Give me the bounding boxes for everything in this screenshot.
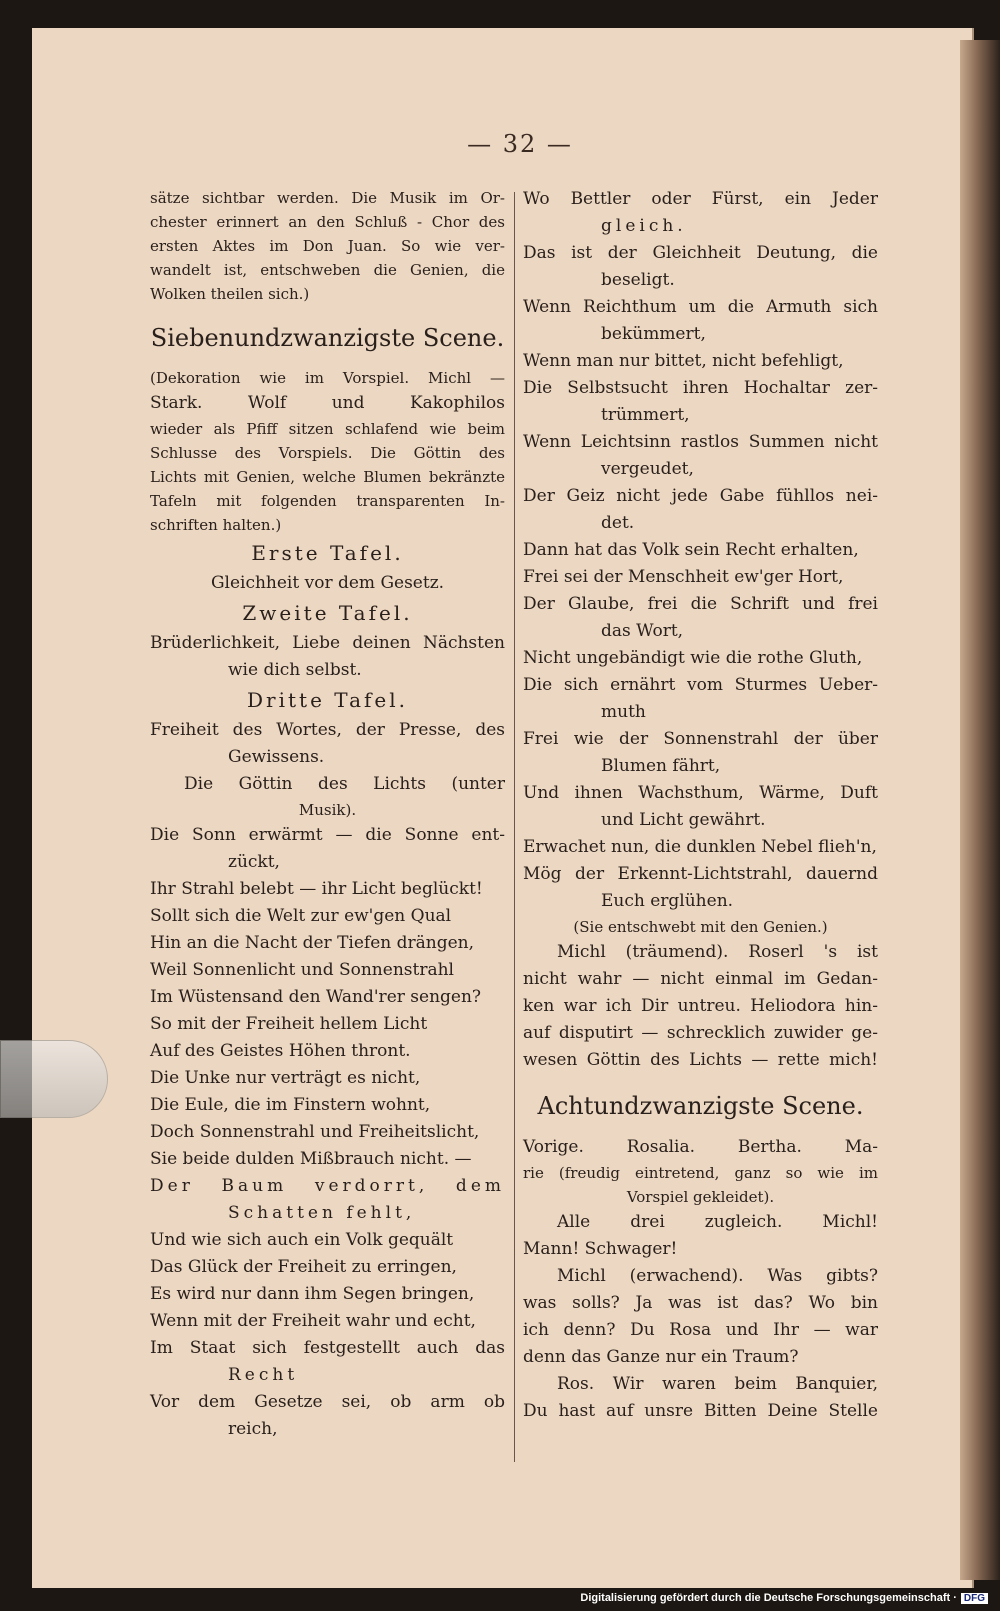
left-column-line: Vor dem Gesetze sei, ob arm ob bbox=[150, 1392, 505, 1412]
left-column-line: wie dich selbst. bbox=[228, 660, 362, 680]
right-column bbox=[523, 186, 878, 1425]
page-clip bbox=[0, 1040, 108, 1118]
left-column-line: Doch Sonnenstrahl und Freiheitslicht, bbox=[150, 1122, 480, 1142]
left-column-line: Gewissens. bbox=[228, 747, 325, 767]
right-column-line: Frei wie der Sonnenstrahl der über bbox=[523, 729, 878, 749]
left-column-line: zückt, bbox=[228, 852, 280, 872]
left-column-line: So mit der Freiheit hellem Licht bbox=[150, 1014, 428, 1034]
right-column-line: Wenn man nur bittet, nicht befehligt, bbox=[523, 351, 844, 371]
right-column-line: das Wort, bbox=[601, 621, 684, 641]
right-column-line: und Licht gewährt. bbox=[601, 810, 766, 830]
right-column-line: Mög der Erkennt-Lichtstrahl, dauernd bbox=[523, 864, 878, 884]
left-column-line: Recht bbox=[228, 1365, 299, 1385]
right-column-line: Erwachet nun, die dunklen Nebel flieh'n, bbox=[523, 837, 877, 857]
right-column-line: Michl (träumend). Roserl 's ist bbox=[557, 942, 878, 962]
left-column-line: Gleichheit vor dem Gesetz. bbox=[210, 573, 445, 593]
left-column-line: chester erinnert an den Schluß - Chor des bbox=[150, 213, 505, 231]
footer-text: Digitalisierung gefördert durch die Deutsche Forschungsgemeinschaft · bbox=[580, 1592, 957, 1604]
left-column-line: Die Unke nur verträgt es nicht, bbox=[150, 1068, 421, 1088]
right-column-line: Achtundzwanzigste Scene. bbox=[537, 1092, 864, 1120]
right-column-line: Das ist der Gleichheit Deutung, die bbox=[523, 243, 878, 263]
right-column-line: was solls? Ja was ist das? Wo bin bbox=[523, 1293, 878, 1313]
left-column-line: Wolken theilen sich.) bbox=[150, 285, 310, 303]
right-column-line: muth bbox=[601, 702, 646, 722]
dfg-logo: DFG bbox=[961, 1593, 988, 1604]
left-column-line: (Dekoration wie im Vorspiel. Michl — bbox=[150, 369, 505, 387]
left-column-line: Im Wüstensand den Wand'rer sengen? bbox=[150, 987, 482, 1007]
right-column-line: ken war ich Dir untreu. Heliodora hin- bbox=[523, 996, 878, 1016]
left-column-line: Sie beide dulden Mißbrauch nicht. — bbox=[150, 1149, 472, 1169]
left-column-line: Wenn mit der Freiheit wahr und echt, bbox=[150, 1311, 476, 1331]
right-column-line: Mann! Schwager! bbox=[523, 1239, 678, 1259]
right-column-line: Wenn Leichtsinn rastlos Summen nicht bbox=[523, 432, 878, 452]
right-column-line: gleich. bbox=[601, 216, 687, 236]
right-column-line: Frei sei der Menschheit ew'ger Hort, bbox=[523, 567, 844, 587]
right-column-line: bekümmert, bbox=[601, 324, 706, 344]
right-column-line: auf disputirt — schrecklich zuwider ge- bbox=[523, 1023, 878, 1043]
left-column-line: reich, bbox=[228, 1419, 278, 1439]
left-column-line: Hin an die Nacht der Tiefen drängen, bbox=[150, 933, 475, 953]
right-column-line: Vorige. Rosalia. Bertha. Ma- bbox=[523, 1137, 878, 1157]
left-column-line: Weil Sonnenlicht und Sonnenstrahl bbox=[150, 960, 454, 980]
left-column-line: Musik). bbox=[298, 801, 357, 819]
right-column-line: Die sich ernährt vom Sturmes Ueber- bbox=[523, 675, 878, 695]
left-column-line: Erste Tafel. bbox=[251, 541, 404, 565]
page-number: — 32 — bbox=[467, 130, 573, 158]
left-column-line: Sollt sich die Welt zur ew'gen Qual bbox=[150, 906, 452, 926]
right-column-line: Und ihnen Wachsthum, Wärme, Duft bbox=[523, 783, 878, 803]
left-column-line: Der Baum verdorrt, dem bbox=[150, 1176, 505, 1196]
left-column-line: Die Eule, die im Finstern wohnt, bbox=[150, 1095, 431, 1115]
left-column-line: Freiheit des Wortes, der Presse, des bbox=[150, 720, 505, 740]
right-column-line: Alle drei zugleich. Michl! bbox=[557, 1212, 878, 1232]
left-column-line: Die Göttin des Lichts (unter bbox=[184, 774, 505, 794]
left-column-line: Siebenundzwanzigste Scene. bbox=[150, 324, 505, 352]
footer-credit bbox=[580, 1592, 988, 1604]
left-column-line: Tafeln mit folgenden transparenten In- bbox=[150, 492, 505, 510]
column-divider bbox=[514, 192, 515, 1462]
right-column-line: det. bbox=[601, 513, 635, 533]
page-edge-shadow bbox=[960, 40, 1000, 1580]
left-column-line: ersten Aktes im Don Juan. So wie ver- bbox=[150, 237, 505, 255]
left-column-line: Schlusse des Vorspiels. Die Göttin des bbox=[150, 444, 505, 462]
left-column-line: Es wird nur dann ihm Segen bringen, bbox=[150, 1284, 475, 1304]
left-column-line: Zweite Tafel. bbox=[242, 601, 413, 625]
left-column-line: Ihr Strahl belebt — ihr Licht beglückt! bbox=[150, 879, 483, 899]
right-column-line: trümmert, bbox=[601, 405, 690, 425]
right-column-line: denn das Ganze nur ein Traum? bbox=[523, 1347, 799, 1367]
right-column-line: Wo Bettler oder Fürst, ein Jeder bbox=[523, 189, 878, 209]
left-column-line: Auf des Geistes Höhen thront. bbox=[150, 1041, 411, 1061]
right-column-line: Michl (erwachend). Was gibts? bbox=[557, 1266, 878, 1286]
right-column-line: vergeudet, bbox=[601, 459, 694, 479]
right-column-line: Der Geiz nicht jede Gabe fühllos nei- bbox=[523, 486, 878, 506]
right-column-line: beseligt. bbox=[601, 270, 675, 290]
right-column-line: (Sie entschwebt mit den Genien.) bbox=[573, 918, 828, 936]
left-column bbox=[150, 186, 505, 1443]
left-column-line: Das Glück der Freiheit zu erringen, bbox=[150, 1257, 457, 1277]
left-column-line: Die Sonn erwärmt — die Sonne ent- bbox=[150, 825, 505, 845]
left-column-line: Lichts mit Genien, welche Blumen bekränzte bbox=[150, 468, 505, 486]
right-column-line: Du hast auf unsre Bitten Deine Stelle bbox=[523, 1401, 878, 1421]
left-column-line: wieder als Pfiff sitzen schlafend wie beim bbox=[150, 420, 505, 438]
right-column-line: Die Selbstsucht ihren Hochaltar zer- bbox=[523, 378, 878, 398]
left-column-line: Stark. Wolf und Kakophilos bbox=[150, 393, 505, 413]
left-column-line: schriften halten.) bbox=[150, 516, 282, 534]
left-column-line: Brüderlichkeit, Liebe deinen Nächsten bbox=[150, 633, 505, 653]
right-column-line: ich denn? Du Rosa und Ihr — war bbox=[523, 1320, 878, 1340]
right-column-line: rie (freudig eintretend, ganz so wie im bbox=[523, 1164, 878, 1182]
right-column-line: Ros. Wir waren beim Banquier, bbox=[557, 1374, 878, 1394]
right-column-line: nicht wahr — nicht einmal im Gedan- bbox=[523, 969, 878, 989]
left-column-line: Im Staat sich festgestellt auch das bbox=[150, 1338, 505, 1358]
right-column-line: Euch erglühen. bbox=[601, 891, 734, 911]
right-column-line: Blumen fährt, bbox=[601, 756, 721, 776]
right-column-line: Wenn Reichthum um die Armuth sich bbox=[523, 297, 878, 317]
left-column-line: wandelt ist, entschweben die Genien, die bbox=[150, 261, 505, 279]
right-column-line: Nicht ungebändigt wie die rothe Gluth, bbox=[523, 648, 863, 668]
right-column-line: Vorspiel gekleidet). bbox=[626, 1188, 775, 1206]
right-column-line: Dann hat das Volk sein Recht erhalten, bbox=[523, 540, 859, 560]
left-column-line: Und wie sich auch ein Volk gequält bbox=[150, 1230, 454, 1250]
right-column-line: wesen Göttin des Lichts — rette mich! bbox=[523, 1050, 878, 1070]
right-column-line: Der Glaube, frei die Schrift und frei bbox=[523, 594, 878, 614]
left-column-line: sätze sichtbar werden. Die Musik im Or- bbox=[150, 189, 505, 207]
left-column-line: Schatten fehlt, bbox=[228, 1203, 416, 1223]
left-column-line: Dritte Tafel. bbox=[247, 688, 408, 712]
